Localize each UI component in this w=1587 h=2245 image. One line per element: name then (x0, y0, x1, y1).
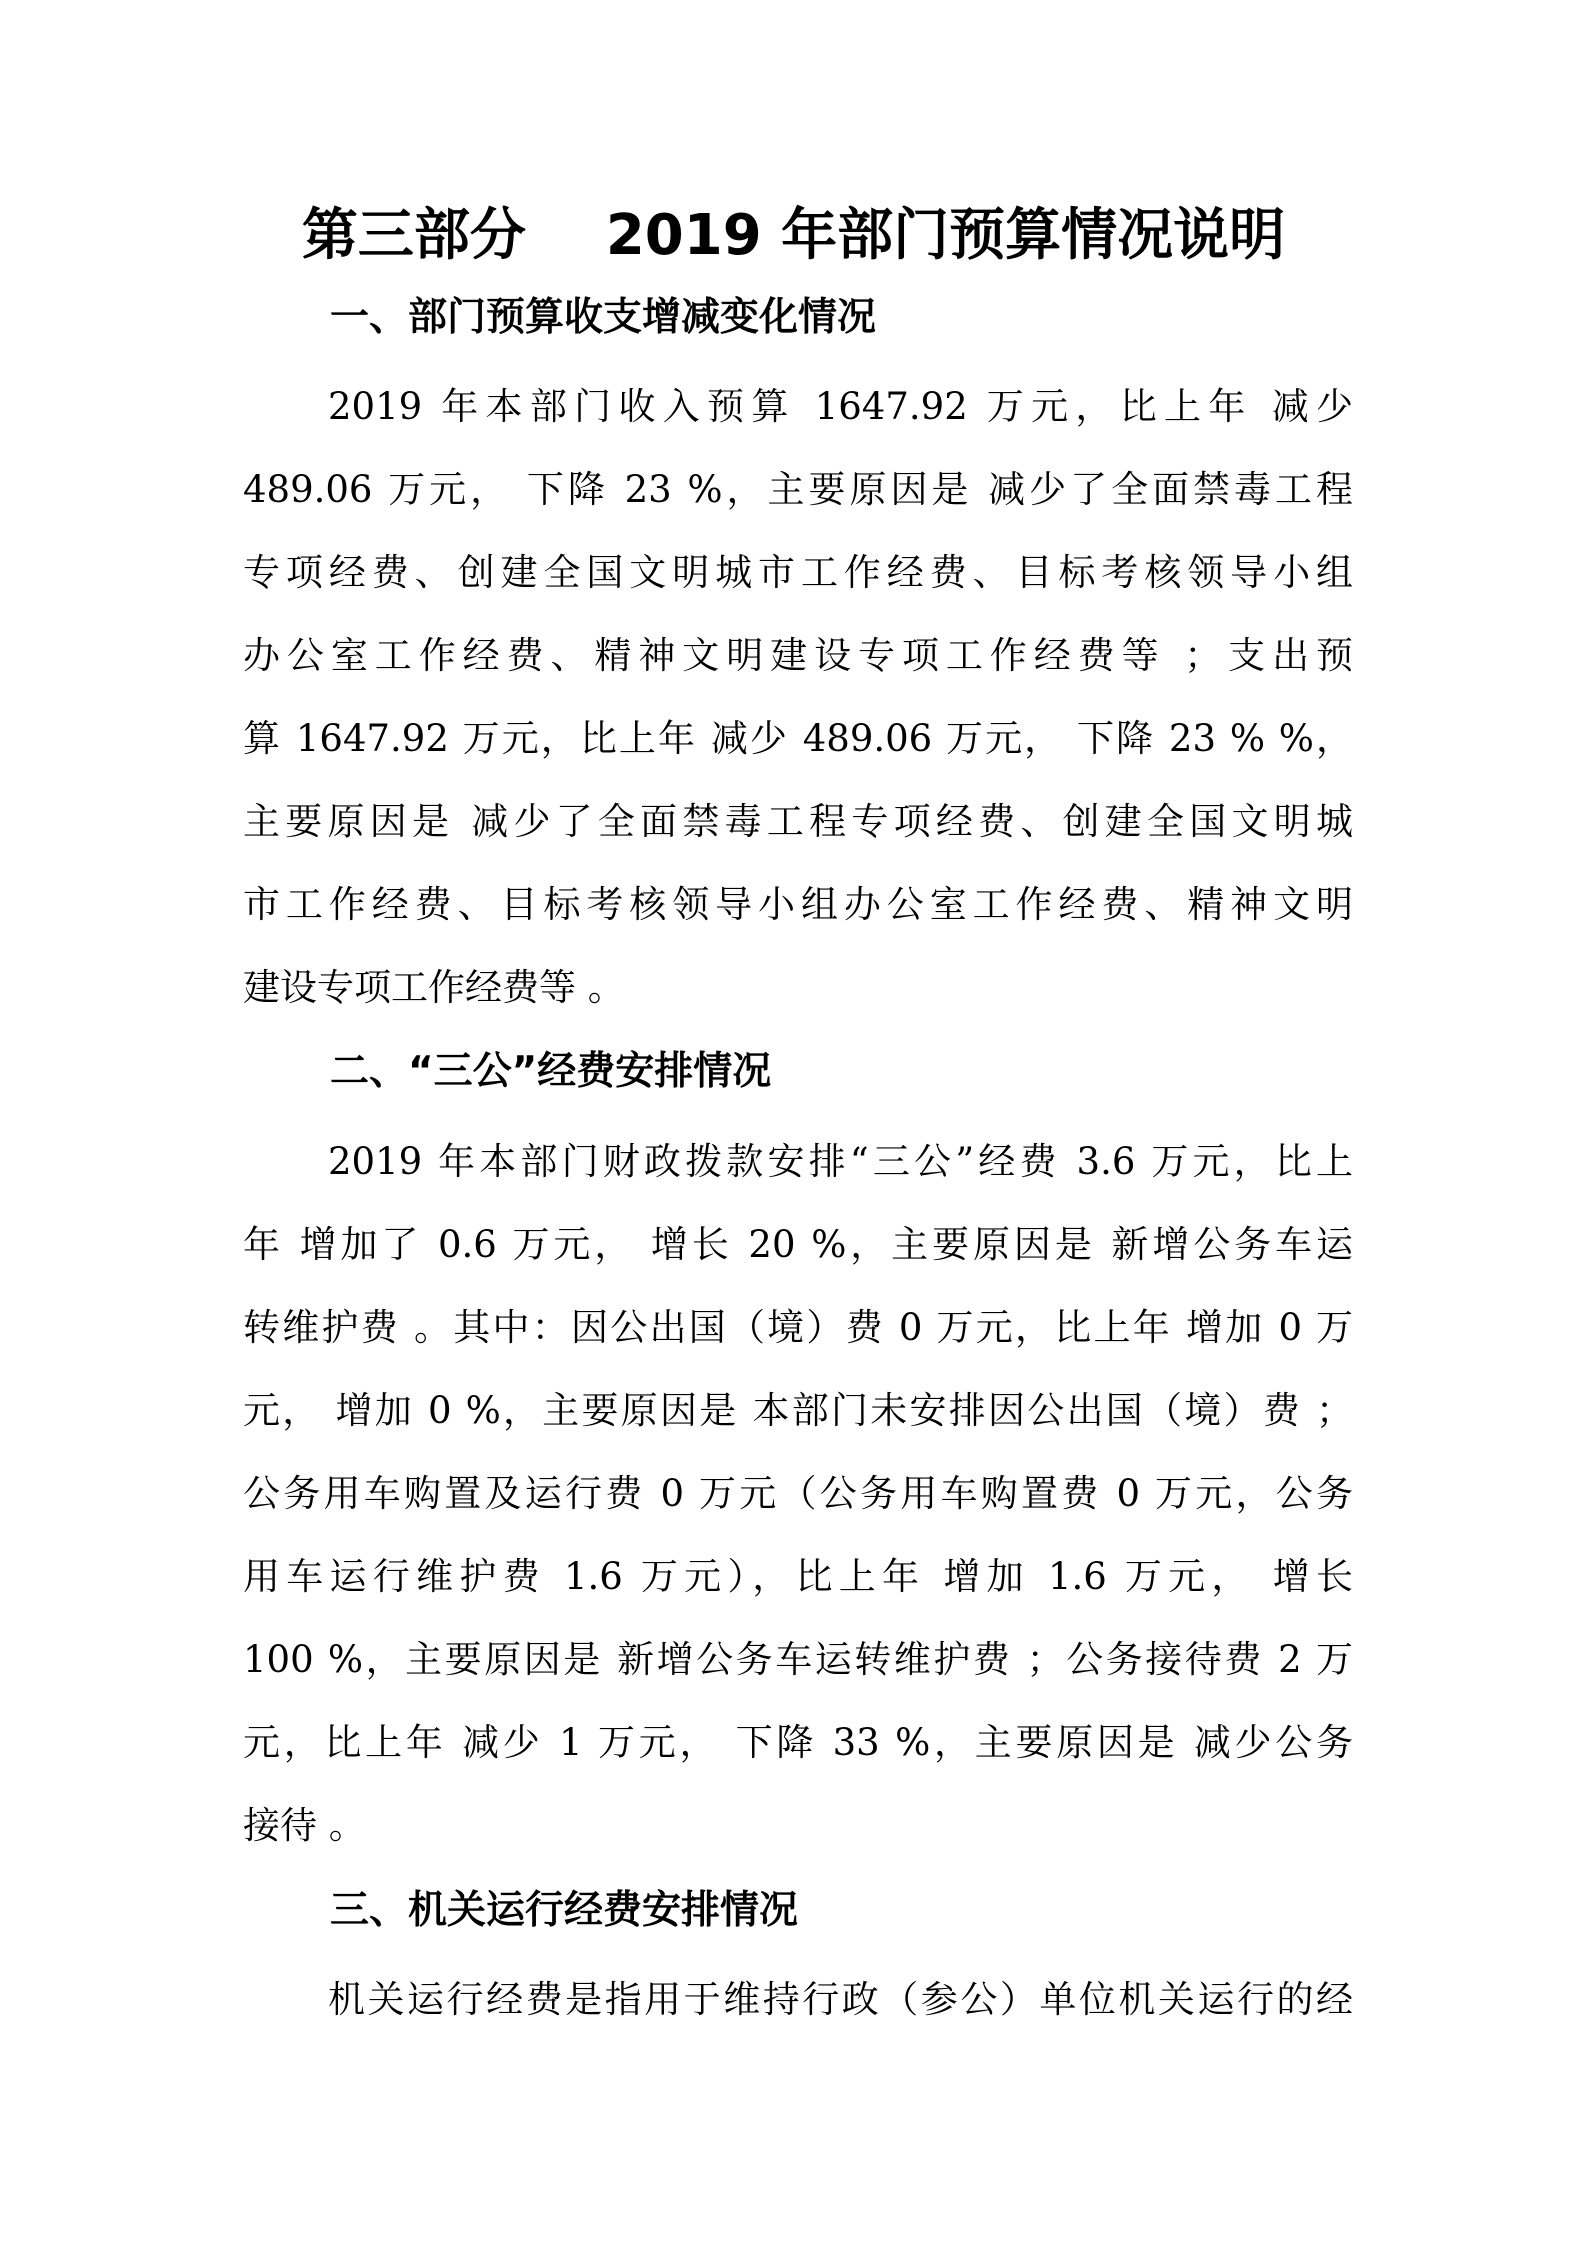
section-heading-3: 三、机关运行经费安排情况 (330, 1888, 799, 1933)
section-1-body (243, 365, 1353, 1029)
paragraph-line: 2019 年本部门收入预算 1647.92 万元，比上年 减少 (328, 385, 1353, 428)
paragraph-line: 元， 增加 0 %，主要原因是 本部门未安排因公出国（境）费 ； (243, 1389, 1353, 1432)
paragraph-line: 主要原因是 减少了全面禁毒工程专项经费、创建全国文明城 (243, 800, 1353, 843)
section-2-body (243, 1120, 1353, 1867)
paragraph-line: 2019 年本部门财政拨款安排“三公”经费 3.6 万元，比上 (328, 1140, 1353, 1183)
paragraph-line: 市工作经费、目标考核领导小组办公室工作经费、精神文明 (243, 883, 1353, 926)
paragraph-line: 专项经费、创建全国文明城市工作经费、目标考核领导小组 (243, 551, 1353, 594)
paragraph-line: 100 %，主要原因是 新增公务车运转维护费 ；公务接待费 2 万 (243, 1638, 1353, 1681)
paragraph-line: 转维护费 。其中：因公出国（境）费 0 万元，比上年 增加 0 万 (243, 1306, 1353, 1349)
page-title (0, 196, 1587, 276)
section-3-body (243, 1958, 1353, 2041)
paragraph-line: 元，比上年 减少 1 万元， 下降 33 %，主要原因是 减少公务 (243, 1721, 1353, 1764)
paragraph-line: 办公室工作经费、精神文明建设专项工作经费等 ；支出预 (243, 634, 1353, 677)
section-heading-2: 二、“三公”经费安排情况 (330, 1049, 772, 1094)
paragraph-line: 机关运行经费是指用于维持行政（参公）单位机关运行的经 (328, 1978, 1353, 2021)
paragraph-line: 年 增加了 0.6 万元， 增长 20 %，主要原因是 新增公务车运 (243, 1223, 1353, 1266)
title-part: 第三部分 (301, 203, 526, 268)
title-main: 2019 年部门预算情况说明 (605, 203, 1286, 268)
paragraph-line: 建设专项工作经费等 。 (243, 966, 625, 1009)
section-heading-1: 一、部门预算收支增减变化情况 (330, 295, 877, 340)
paragraph-line: 用车运行维护费 1.6 万元），比上年 增加 1.6 万元， 增长 (243, 1555, 1353, 1598)
paragraph-line: 接待 。 (243, 1804, 366, 1847)
paragraph-line: 算 1647.92 万元，比上年 减少 489.06 万元， 下降 23 % %， (243, 717, 1353, 760)
paragraph-line: 489.06 万元， 下降 23 %，主要原因是 减少了全面禁毒工程 (243, 468, 1353, 511)
paragraph-line: 公务用车购置及运行费 0 万元（公务用车购置费 0 万元，公务 (243, 1472, 1353, 1515)
